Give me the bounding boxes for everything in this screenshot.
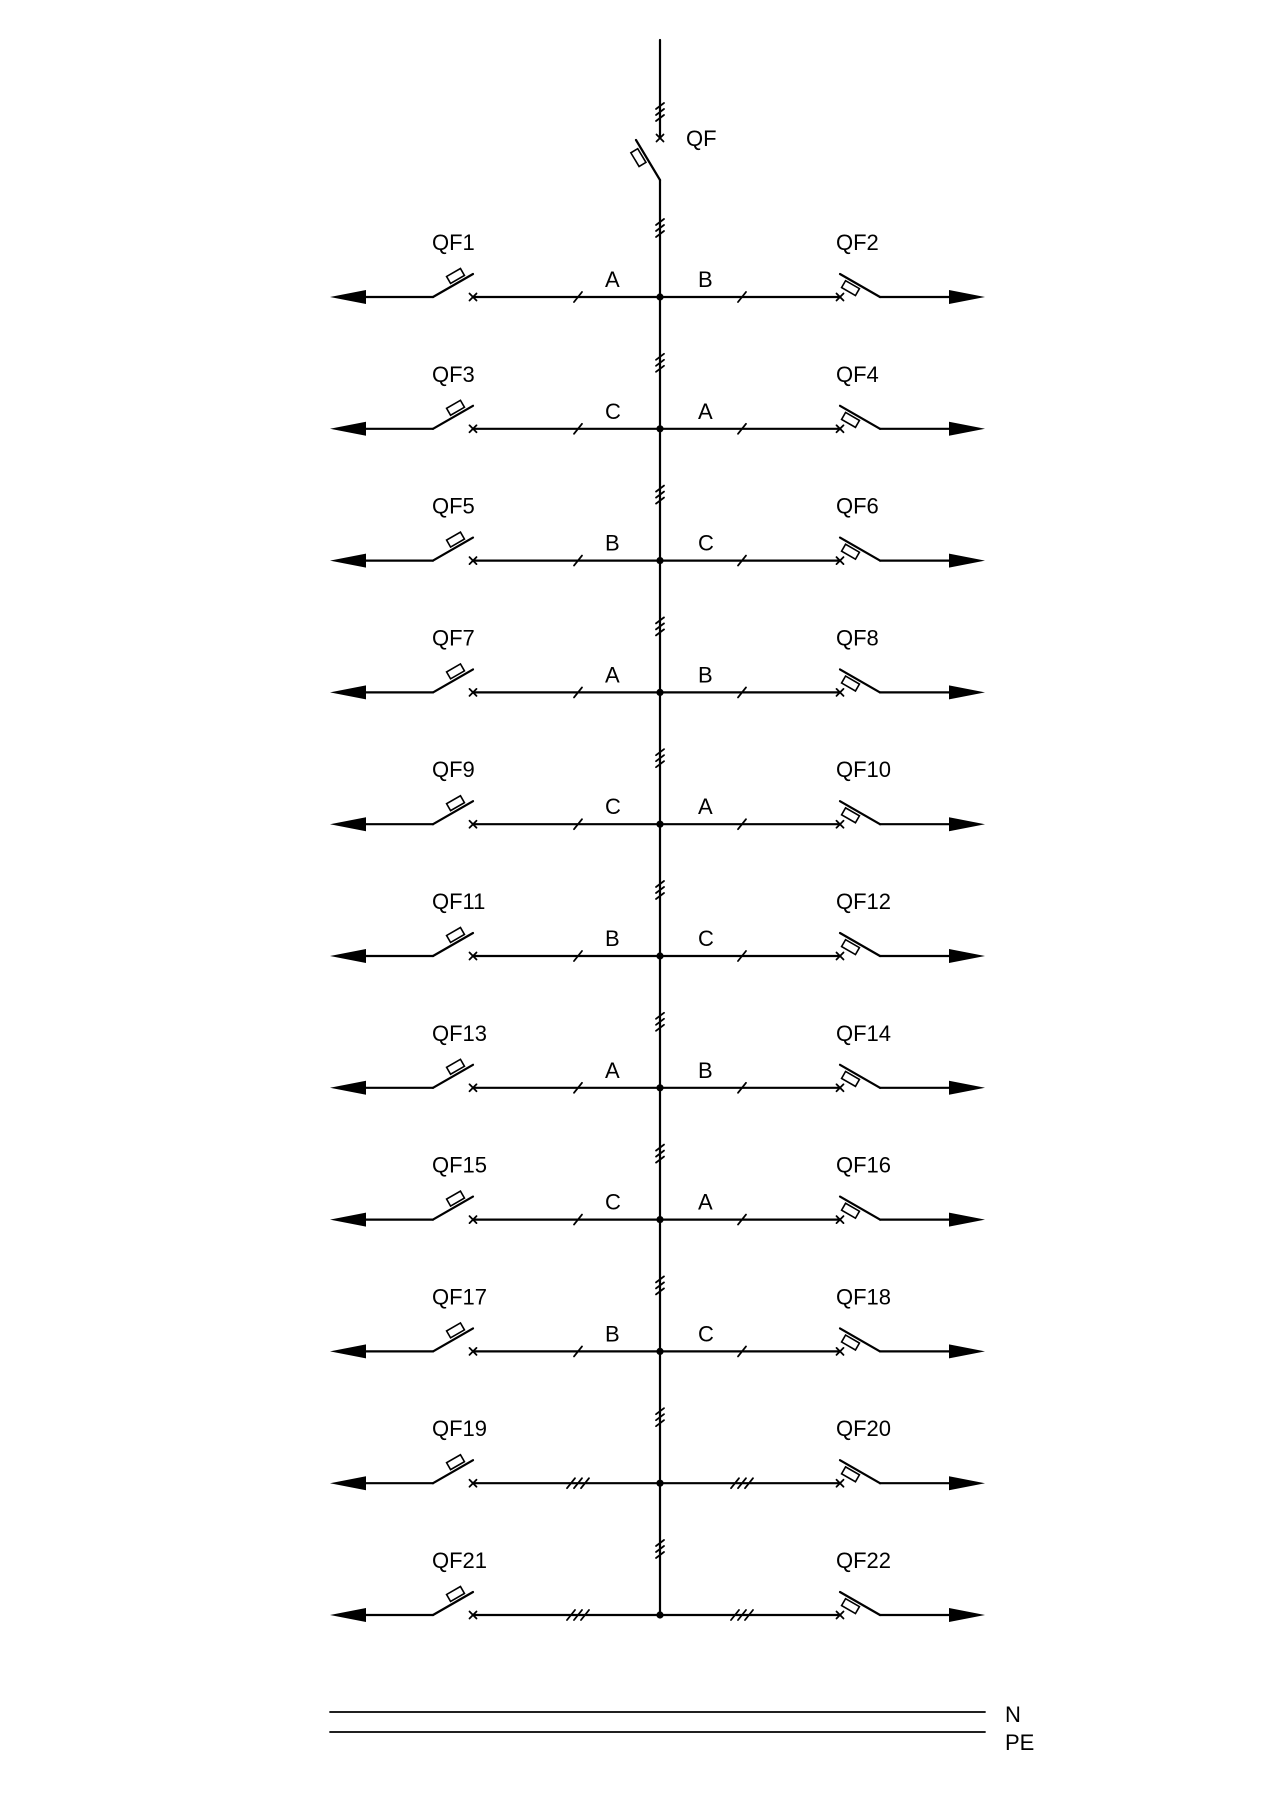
left-conductor-ticks-11 — [567, 1610, 589, 1620]
left-breaker-label-5: QF9 — [432, 757, 475, 783]
left-breaker-6 — [433, 928, 473, 956]
riser-ticks-8 — [656, 1145, 664, 1163]
incoming-feeder-ticks — [656, 103, 664, 121]
riser-ticks-1 — [656, 219, 664, 237]
left-feeder-arrow-7 — [330, 1081, 366, 1095]
left-breaker-2 — [433, 400, 473, 428]
right-phase-label-1: B — [698, 267, 713, 292]
right-breaker-6 — [840, 933, 880, 956]
left-breaker-label-8: QF15 — [432, 1152, 488, 1178]
right-breaker-label-4: QF8 — [836, 625, 879, 651]
right-breaker-label-1: QF2 — [836, 230, 879, 255]
right-conductor-ticks-11 — [731, 1610, 753, 1620]
right-breaker-label-10: QF20 — [836, 1416, 892, 1442]
left-feeder-arrow-11 — [330, 1608, 366, 1622]
left-phase-label-2: C — [605, 398, 621, 424]
right-breaker-label-7: QF14 — [836, 1020, 892, 1046]
left-phase-label-8: C — [605, 1189, 621, 1215]
left-phase-label-1: A — [605, 267, 620, 292]
left-breaker-label-4: QF7 — [432, 625, 475, 651]
left-breaker-label-1: QF1 — [432, 230, 475, 255]
bus-n-label: N — [1005, 1702, 1021, 1727]
right-feeder-arrow-6 — [949, 949, 985, 963]
riser-ticks-3 — [656, 486, 664, 504]
right-breaker-8 — [840, 1197, 880, 1220]
right-feeder-arrow-4 — [949, 685, 985, 699]
right-breaker-label-6: QF12 — [836, 889, 892, 914]
right-breaker-11 — [840, 1592, 880, 1615]
riser-ticks-7 — [656, 1013, 664, 1031]
left-phase-label-7: A — [605, 1057, 620, 1083]
left-feeder-arrow-10 — [330, 1476, 366, 1490]
right-phase-label-6: C — [698, 926, 714, 951]
right-breaker-4 — [840, 669, 880, 692]
left-feeder-arrow-9 — [330, 1344, 366, 1358]
left-breaker-4 — [433, 664, 473, 692]
left-breaker-10 — [433, 1455, 473, 1483]
left-feeder-arrow-4 — [330, 685, 366, 699]
right-conductor-ticks-10 — [731, 1478, 753, 1488]
right-breaker-1 — [840, 274, 880, 297]
main-breaker-blade — [631, 140, 660, 180]
left-breaker-3 — [433, 532, 473, 560]
riser-ticks-5 — [656, 749, 664, 767]
right-feeder-arrow-10 — [949, 1476, 985, 1490]
left-breaker-7 — [433, 1059, 473, 1087]
right-breaker-7 — [840, 1065, 880, 1088]
riser-ticks-6 — [656, 881, 664, 899]
main-breaker-label: QF — [686, 126, 717, 151]
left-breaker-label-11: QF21 — [432, 1548, 488, 1573]
right-breaker-label-2: QF4 — [836, 361, 879, 387]
left-breaker-8 — [433, 1191, 473, 1219]
left-phase-label-9: B — [605, 1321, 620, 1347]
left-breaker-11 — [433, 1587, 473, 1615]
left-feeder-arrow-5 — [330, 817, 366, 831]
right-breaker-label-11: QF22 — [836, 1548, 892, 1573]
right-feeder-arrow-7 — [949, 1081, 985, 1095]
right-feeder-arrow-11 — [949, 1608, 985, 1622]
riser-ticks-4 — [656, 617, 664, 635]
riser-ticks-9 — [656, 1276, 664, 1294]
left-breaker-label-7: QF13 — [432, 1020, 488, 1046]
left-conductor-ticks-10 — [567, 1478, 589, 1488]
right-feeder-arrow-8 — [949, 1213, 985, 1227]
left-breaker-5 — [433, 796, 473, 824]
left-feeder-arrow-2 — [330, 422, 366, 436]
left-breaker-label-2: QF3 — [432, 361, 475, 387]
right-breaker-label-9: QF18 — [836, 1284, 892, 1310]
riser-ticks-2 — [656, 354, 664, 372]
left-phase-label-3: B — [605, 530, 620, 556]
riser-ticks-10 — [656, 1408, 664, 1426]
left-feeder-arrow-8 — [330, 1213, 366, 1227]
left-breaker-label-10: QF19 — [432, 1416, 488, 1442]
right-breaker-3 — [840, 538, 880, 561]
left-phase-label-6: B — [605, 926, 620, 951]
right-phase-label-5: A — [698, 794, 713, 820]
right-phase-label-2: A — [698, 398, 713, 424]
right-breaker-5 — [840, 801, 880, 824]
left-phase-label-5: C — [605, 794, 621, 820]
right-phase-label-3: C — [698, 530, 714, 556]
right-breaker-label-3: QF6 — [836, 493, 879, 519]
right-phase-label-9: C — [698, 1321, 714, 1347]
right-phase-label-4: B — [698, 662, 713, 688]
right-breaker-2 — [840, 406, 880, 429]
right-breaker-label-8: QF16 — [836, 1152, 892, 1178]
left-feeder-arrow-6 — [330, 949, 366, 963]
right-breaker-9 — [840, 1328, 880, 1351]
right-breaker-10 — [840, 1460, 880, 1483]
right-phase-label-7: B — [698, 1057, 713, 1083]
right-breaker-label-5: QF10 — [836, 757, 892, 783]
left-breaker-label-3: QF5 — [432, 493, 475, 519]
left-breaker-1 — [433, 269, 473, 297]
right-feeder-arrow-1 — [949, 290, 985, 304]
riser-ticks-11 — [656, 1540, 664, 1558]
right-phase-label-8: A — [698, 1189, 713, 1215]
left-feeder-arrow-1 — [330, 290, 366, 304]
right-feeder-arrow-5 — [949, 817, 985, 831]
right-feeder-arrow-3 — [949, 554, 985, 568]
left-phase-label-4: A — [605, 662, 620, 688]
right-feeder-arrow-2 — [949, 422, 985, 436]
left-feeder-arrow-3 — [330, 554, 366, 568]
right-feeder-arrow-9 — [949, 1344, 985, 1358]
left-breaker-label-6: QF11 — [432, 889, 486, 914]
bus-pe-label: PE — [1005, 1730, 1035, 1755]
left-breaker-label-9: QF17 — [432, 1284, 488, 1310]
left-breaker-9 — [433, 1323, 473, 1351]
